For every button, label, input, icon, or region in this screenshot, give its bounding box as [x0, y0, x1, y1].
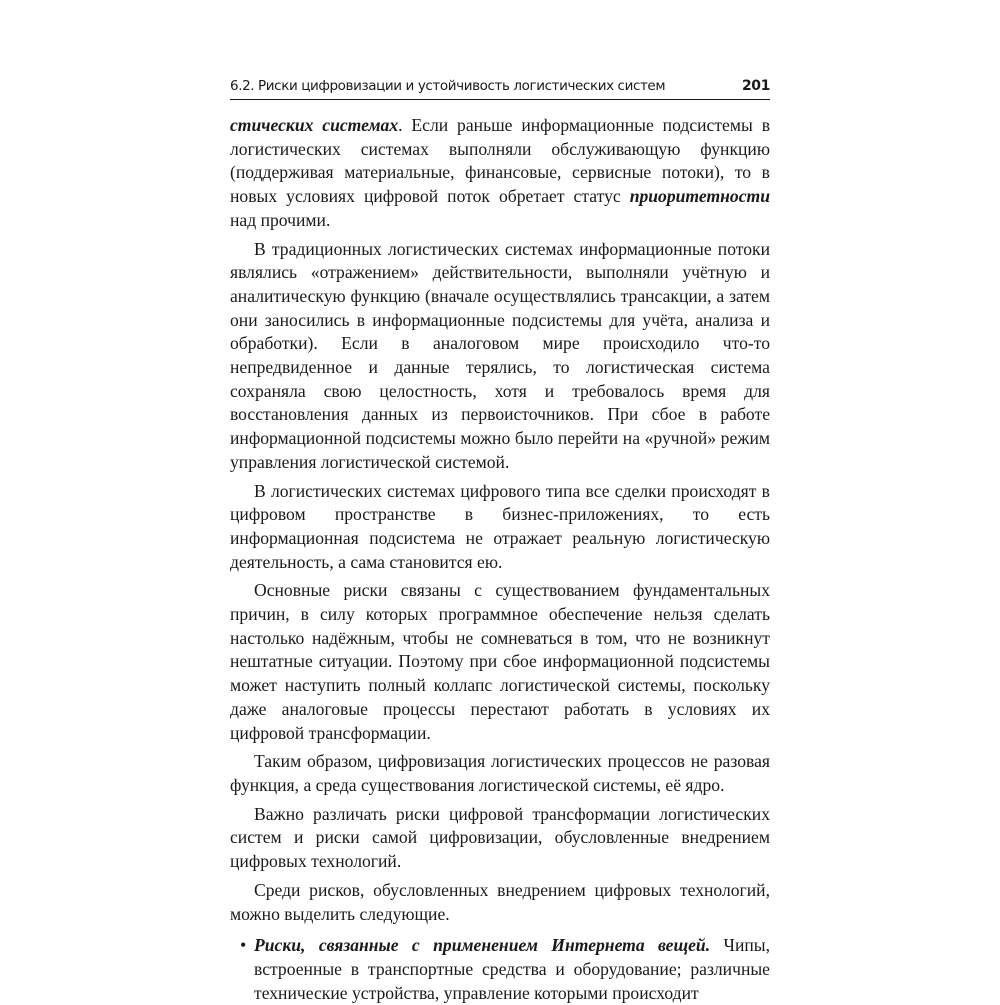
paragraph-1-text-b: над прочими. [230, 209, 331, 230]
paragraph-7: Среди рисков, обусловленных внедрением цифровых технологий, можно выделить следующие. [230, 879, 770, 924]
paragraph-5: Таким образом, цифровизация логистических процессов не разовая функция, а среда существования логистической системы, её ядро. [230, 751, 770, 795]
body-text [230, 114, 770, 1005]
book-page [230, 68, 770, 1003]
bullet-icon: • [240, 935, 247, 956]
emphasis-term: приоритетности [629, 186, 770, 207]
paragraph-1-text-a: . Если раньше информационные подсистемы в логистических системах выполняли обслуживающую функцию (поддерживая материальные, финансовые, сервисные потоки), то в новых условиях цифровой поток обретает статус [230, 115, 770, 207]
list-item-label: Риски, связанные с применением Интернета вещей. [254, 935, 711, 956]
paragraph-3: В логистических системах цифрового типа все сделки происходят в цифровом пространстве в бизнес-приложениях, то есть информационная подсистема не отражает реальную логистическую деятельность, а сама становится ею. [230, 480, 770, 572]
paragraph-6: Важно различать риски цифровой трансформации логистических систем и риски самой цифровизации, обусловленные внедрением цифровых технологий. [230, 803, 770, 872]
running-head [230, 68, 770, 100]
list-item-body: Чипы, встроенные в транспортные средства и оборудование; различные технические устройства, управление которыми происходит [254, 935, 770, 1003]
paragraph-1 [230, 114, 770, 233]
paragraph-2: В традиционных логистических системах информационные потоки являлись «отражением» действительности, выполняли учётную и аналитическую функцию (вначале осуществлялись трансакции, а затем они заносились в информационные подсистемы для учёта, анализа и обработки). Если в аналоговом мире происходило что-то непредвиденное и данные терялись, то логистическая система сохраняла свою целостность, хотя и требовалось время для восстановления данных из первоисточников. При сбое в работе информационной подсистемы можно было перейти на «ручной» режим управления логистической системой. [230, 238, 770, 472]
paragraph-4: Основные риски связаны с существованием фундаментальных причин, в силу которых программное обеспечение нельзя сделать настолько надёжным, чтобы не сомневаться в том, что не возникнут нештатные ситуации. Поэтому при сбое информационной подсистемы может наступить полный коллапс логистической системы, поскольку даже аналоговые процессы перестают работать в условиях их цифровой трансформации. [230, 580, 770, 743]
page-number: 201 [741, 78, 770, 94]
list-item-text [254, 934, 770, 1005]
section-title: 6.2. Риски цифровизации и устойчивость логистических систем [230, 78, 666, 94]
emphasis-term: стических системах [230, 115, 399, 135]
list-item [230, 934, 770, 1005]
